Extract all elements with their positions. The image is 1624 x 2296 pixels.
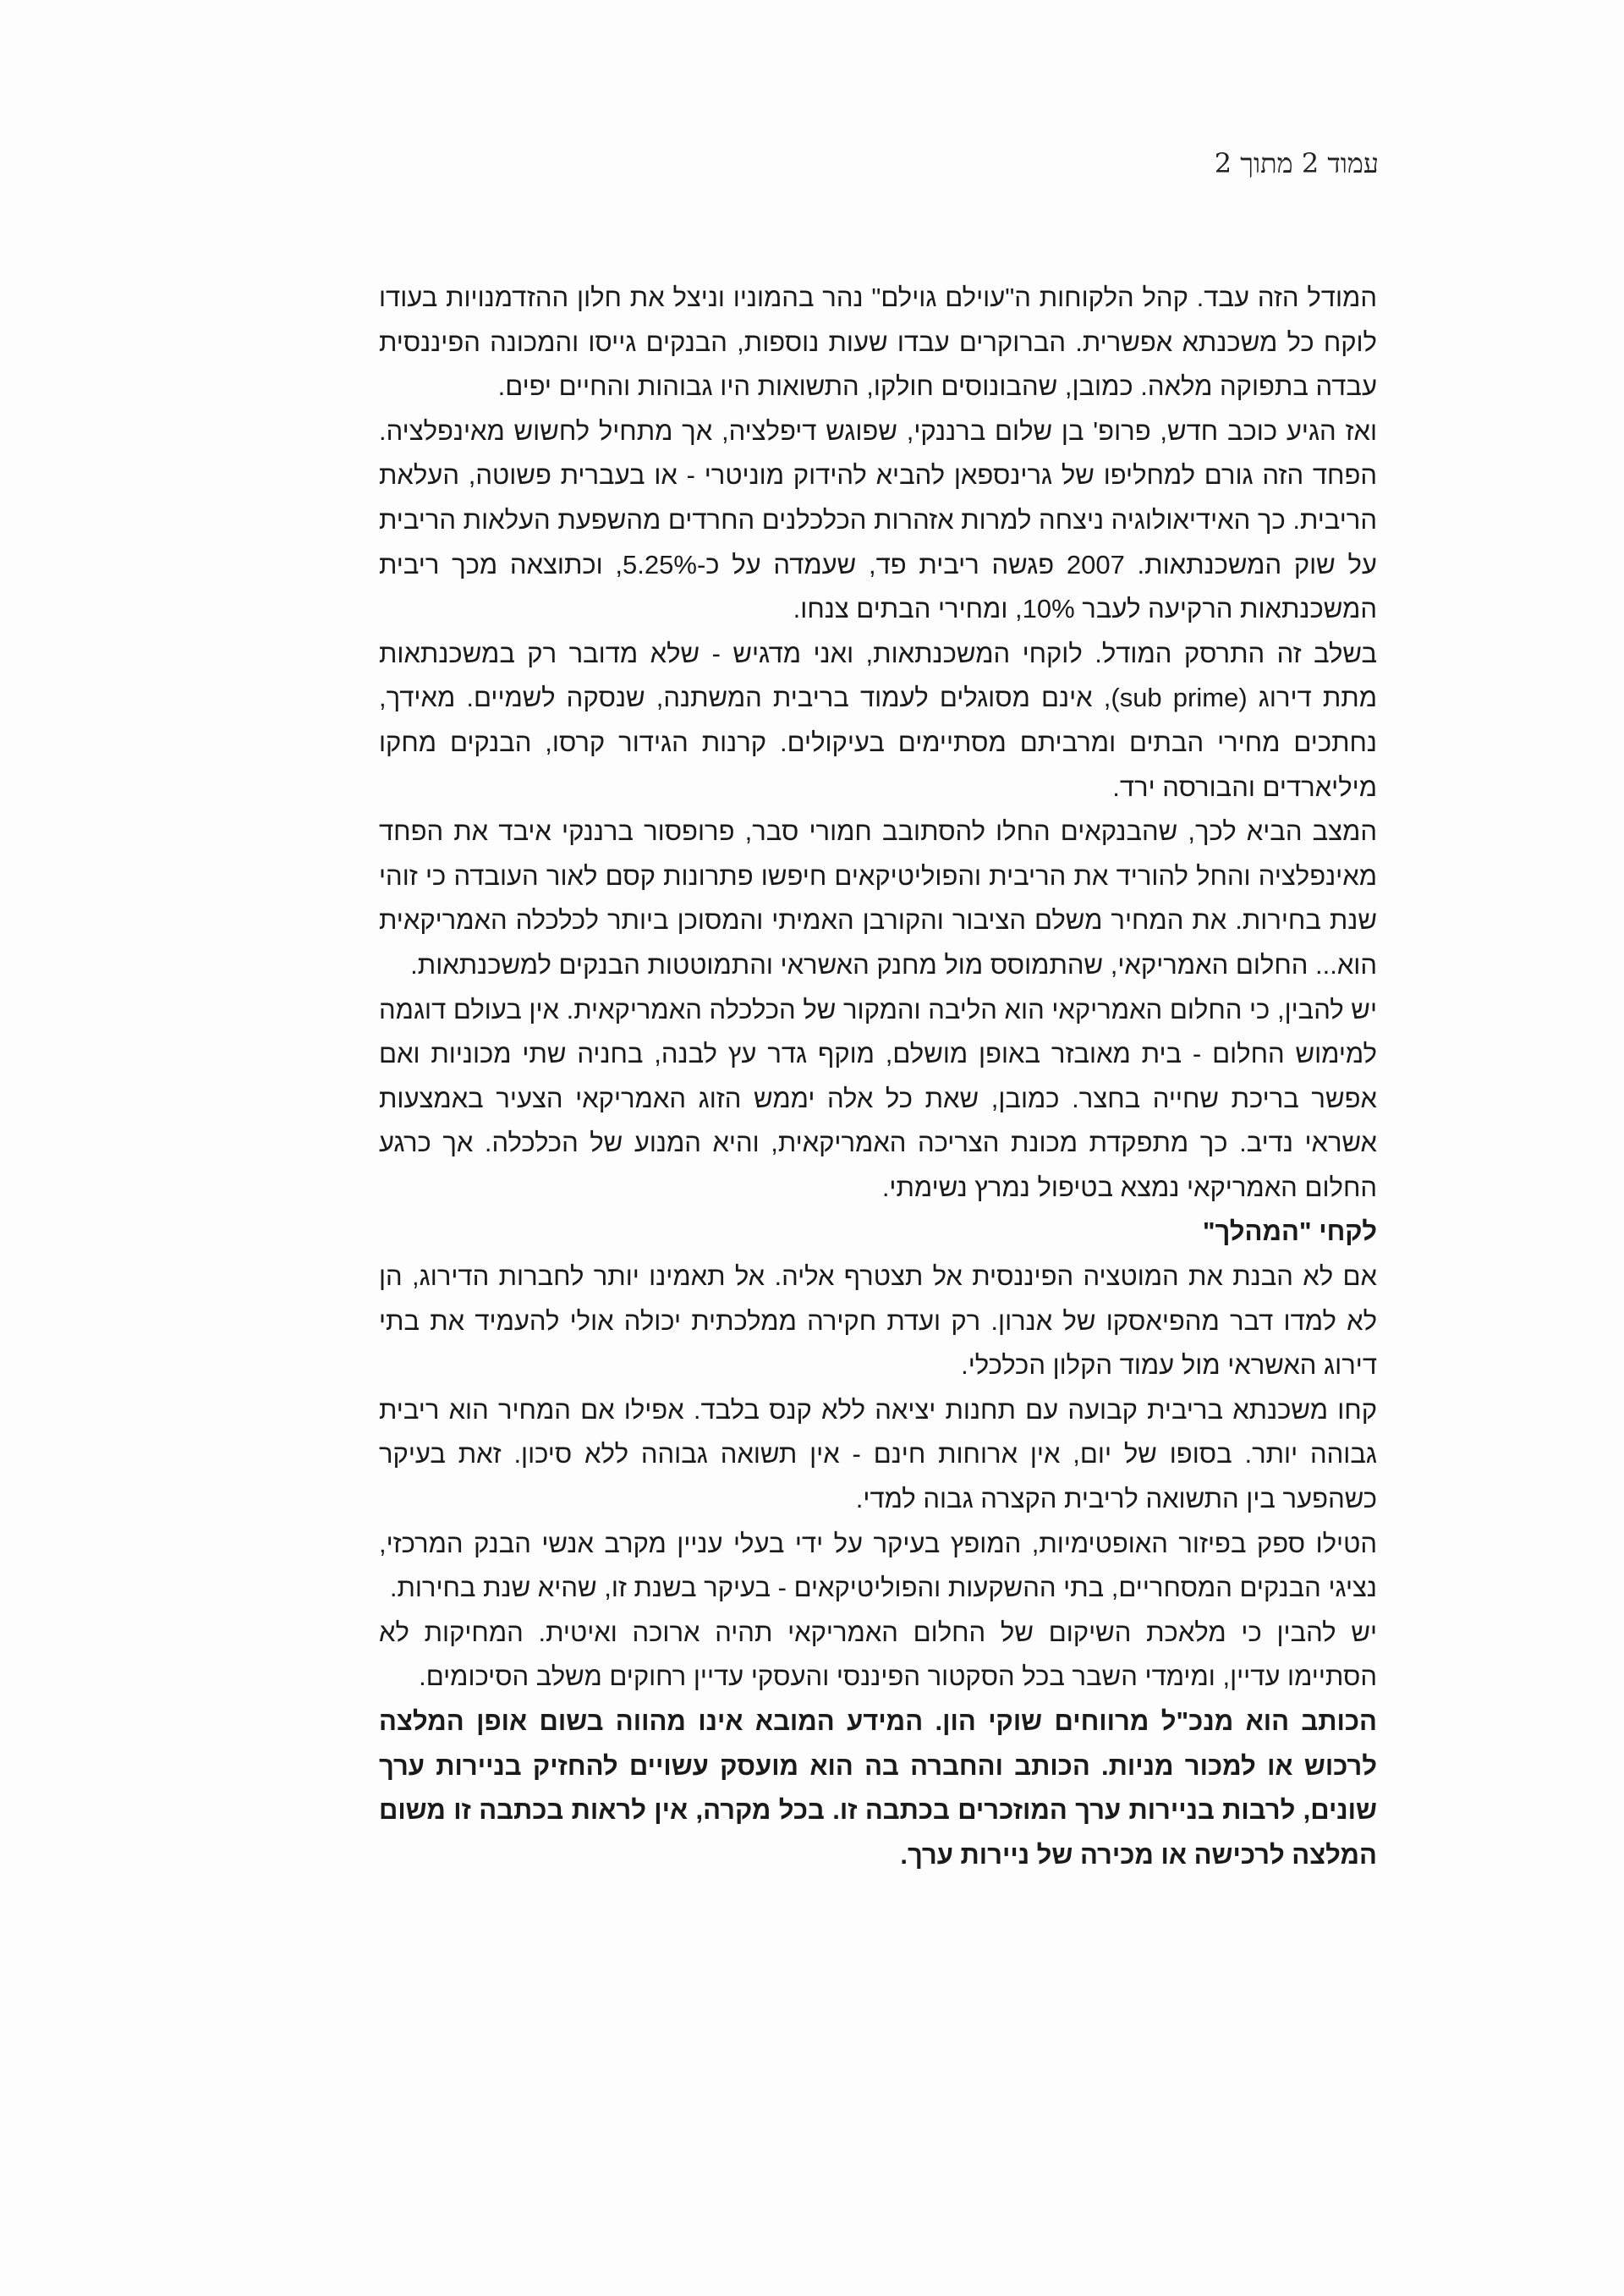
lesson-paragraph: קחו משכנתא בריבית קבועה עם תחנות יציאה ללא קנס בלבד. אפילו אם המחיר הוא ריבית גבוהה יותר. בסופו של יום, אין ארוחות חינם - אין תשואה גבוהה ללא סיכון. זאת בעיקר כשהפער בין התשואה לריבית הקצרה גבוה למדי.	[379, 1394, 1377, 1514]
lesson-paragraph: אם לא הבנת את המוטציה הפיננסית אל תצטרף אליה. אל תאמינו יותר לחברות הדירוג, הן לא למדו דבר מהפיאסקו של אנרון. רק ועדת חקירה ממלכתית יכולה אולי להעמיד את בתי דירוג האשראי מול עמוד הקלון הכלכלי.	[379, 1261, 1377, 1381]
disclaimer: הכותב הוא מנכ"ל מרווחים שוקי הון. המידע המובא אינו מהווה בשום אופן המלצה לרכוש או למכור מניות. הכותב והחברה בה הוא מועסק עשויים להחזיק בניירות ערך שונים, לרבות בניירות ערך המוזכרים בכתבה זו. בכל מקרה, אין לראות בכתבה זו משום המלצה לרכישה או מכירה של ניירות ערך.	[379, 1706, 1377, 1870]
paragraph: בשלב זה התרסק המודל. לוקחי המשכנתאות, ואני מדגיש - שלא מדובר רק במשכנתאות מתת דירוג (sub prime), אינם מסוגלים לעמוד בריבית המשתנה, שנסקה לשמיים. מאידך, נחתכים מחירי הבתים ומרביתם מסתיימים בעיקולים. קרנות הגידור קרסו, הבנקים מחקו מיליארדים והבורסה ירד.	[379, 638, 1378, 802]
section-heading: לקחי "המהלך"	[1202, 1217, 1377, 1247]
article-body	[379, 276, 1377, 1877]
lesson-paragraph: הטילו ספק בפיזור האופטימיות, המופץ בעיקר על ידי בעלי עניין מקרב אנשי הבנק המרכזי, נציגי הבנקים המסחריים, בתי ההשקעות והפוליטיקאים - בעיקר בשנת זו, שהיא שנת בחירות.	[379, 1528, 1377, 1603]
paragraph: יש להבין, כי החלום האמריקאי הוא הליבה והמקור של הכלכלה האמריקאית. אין בעולם דוגמה למימוש החלום - בית מאובזר באופן מושלם, מוקף גדר עץ לבנה, בחניה שתי מכוניות ואם אפשר בריכת שחייה בחצר. כמובן, שאת כל אלה יממש הזוג האמריקאי הצעיר באמצעות אשראי נדיב. כך מתפקדת מכונת הצריכה האמריקאית, והיא המנוע של הכלכלה. אך כרגע החלום האמריקאי נמצא בטיפול נמרץ נשימתי.	[379, 994, 1377, 1202]
paragraph: המודל הזה עבד. קהל הלקוחות ה"עוילם גוילם" נהר בהמוניו וניצל את חלון ההזדמנויות בעודו לוקח כל משכנתא אפשרית. הברוקרים עבדו שעות נוספות, הבנקים גייסו והמכונה הפיננסית עבדה בתפוקה מלאה. כמובן, שהבונוסים חולקו, התשואות היו גבוהות והחיים יפים.	[379, 283, 1377, 402]
paragraph: המצב הביא לכך, שהבנקאים החלו להסתובב חמורי סבר, פרופסור ברננקי איבד את הפחד מאינפלציה והחל להוריד את הריבית והפוליטיקאים חיפשו פתרונות קסם לאור העובדה כי זוהי שנת בחירות. את המחיר משלם הציבור והקורבן האמיתי והמסוכן ביותר לכלכלה האמריקאית הוא... החלום האמריקאי, שהתמוסס מול מחנק האשראי והתמוטטות הבנקים למשכנתאות.	[379, 816, 1377, 980]
paragraph: ואז הגיע כוכב חדש, פרופ' בן שלום ברננקי, שפוגש דיפלציה, אך מתחיל לחשוש מאינפלציה. הפחד הזה גורם למחליפו של גרינספאן להביא להידוק מוניטרי - או בעברית פשוטה, העלאת הריבית. כך האידיאולוגיה ניצחה למרות אזהרות הכלכלנים החרדים מהשפעת העלאות הריבית על שוק המשכנתאות. 2007 פגשה ריבית פד, שעמדה על כ-5.25%, וכתוצאה מכך ריבית המשכנתאות הרקיעה לעבר 10%, ומחירי הבתים צנחו.	[379, 415, 1377, 624]
lesson-paragraph: יש להבין כי מלאכת השיקום של החלום האמריקאי תהיה ארוכה ואיטית. המחיקות לא הסתיימו עדיין, ומימדי השבר בכל הסקטור הפיננסי והעסקי עדיין רחוקים משלב הסיכומים.	[379, 1617, 1377, 1692]
page-number: עמוד 2 מתוך 2	[1214, 147, 1379, 179]
